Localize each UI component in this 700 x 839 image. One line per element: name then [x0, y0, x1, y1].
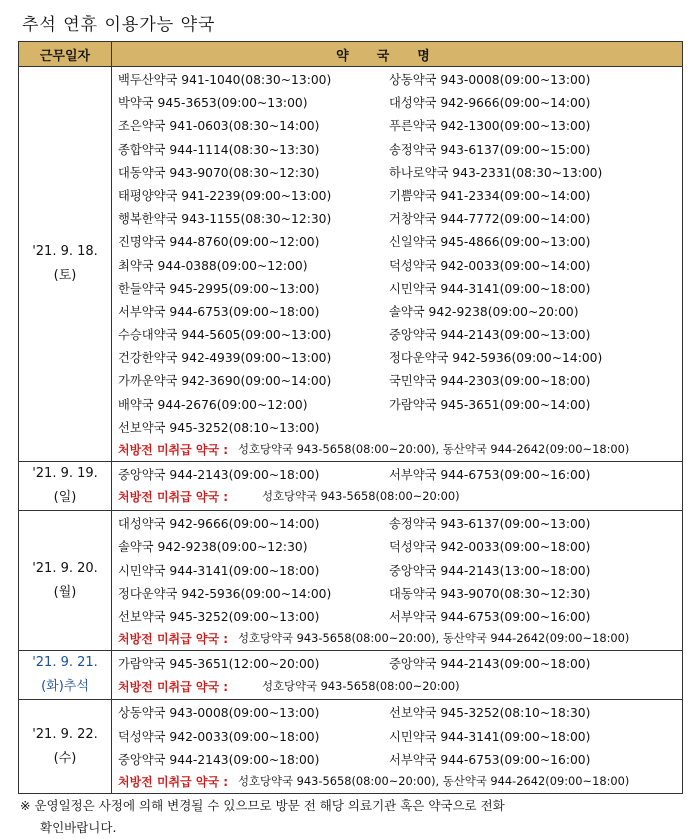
pharmacy-entry: 진명약국 944-8760(09:00~12:00): [118, 235, 320, 250]
pharmacy-list-cell: [112, 651, 683, 700]
pharmacy-row: [112, 137, 682, 160]
pharmacy-list-cell: [112, 511, 683, 651]
pharmacy-entry: 솔약국 942-9238(09:00~20:00): [389, 304, 579, 319]
pharmacy-entry: 덕성약국 942-0033(09:00~18:00): [118, 729, 320, 744]
pharmacy-entry: 중앙약국 944-2143(09:00~18:00): [118, 468, 320, 483]
pharmacy-entry: 신일약국 945-4866(09:00~13:00): [389, 235, 591, 250]
pharmacy-entry: 상동약국 943-0008(09:00~13:00): [118, 706, 320, 721]
table-header-row: [19, 42, 683, 67]
date-line: '21. 9. 20.: [32, 560, 98, 576]
pharmacy-entry: 중앙약국 944-2143(09:00~13:00): [389, 328, 591, 343]
footer-line-2: 확인바랍니다.: [40, 820, 117, 835]
day-of-week: (월): [53, 584, 77, 600]
pharmacy-row: [112, 276, 682, 299]
pharmacy-entry: 가람약국 945-3651(12:00~20:00): [118, 657, 320, 672]
day-of-week: (토): [53, 268, 77, 284]
pharmacy-entry: 대성약국 942-9666(09:00~14:00): [118, 517, 320, 532]
pharmacy-row: [112, 604, 682, 627]
page-title: 추석 연휴 이용가능 약국: [22, 15, 216, 35]
date-line: '21. 9. 21.: [32, 655, 98, 671]
pharmacy-row: [112, 651, 682, 674]
pharmacy-entry: 서부약국 944-6753(09:00~16:00): [389, 752, 591, 767]
pharmacy-entry: 건강한약국 942-4939(09:00~13:00): [118, 351, 332, 366]
day-row: [19, 511, 683, 651]
no-prescription-note: [112, 675, 682, 698]
pharmacy-row: [112, 67, 682, 90]
pharmacy-entry: 선보약국 945-3252(08:10~18:30): [389, 706, 591, 721]
date-line: '21. 9. 19.: [32, 466, 98, 482]
pharmacy-row: [112, 345, 682, 368]
footer-line-1: ※ 운영일정은 사정에 의해 변경될 수 있으므로 방문 전 해당 의료기관 혹은 약국으로 전화: [20, 798, 505, 813]
pharmacy-row: [112, 724, 682, 747]
pharmacy-row: [112, 113, 682, 136]
day-of-week: (화)추석: [41, 679, 89, 695]
day-row: [19, 462, 683, 511]
pharmacy-row: [112, 392, 682, 415]
pharmacy-row: [112, 581, 682, 604]
pharmacy-entry: 덕성약국 942-0033(09:00~14:00): [389, 258, 591, 273]
pharmacy-row: [112, 206, 682, 229]
pharmacy-entry: 시민약국 944-3141(09:00~18:00): [389, 729, 591, 744]
pharmacy-row: [112, 415, 682, 438]
date-cell: [19, 67, 112, 462]
day-row: [19, 651, 683, 700]
pharmacy-entry: 중앙약국 944-2143(09:00~18:00): [389, 657, 591, 672]
no-prescription-label: 처방전 미취급 약국 :: [118, 443, 229, 457]
pharmacy-entry: 정다운약국 942-5936(09:00~14:00): [118, 586, 332, 601]
pharmacy-entry: 중앙약국 944-2143(13:00~18:00): [389, 563, 591, 578]
pharmacy-row: [112, 558, 682, 581]
pharmacy-entry: 백두산약국 941-1040(08:30~13:00): [118, 73, 332, 87]
pharmacy-entry: 박약국 945-3653(09:00~13:00): [118, 96, 308, 111]
pharmacy-schedule-table: [18, 41, 683, 794]
day-of-week: (수): [53, 750, 77, 766]
pharmacy-row: [112, 700, 682, 723]
pharmacy-entry: 하나로약국 943-2331(08:30~13:00): [389, 165, 603, 180]
pharmacy-list-cell: [112, 700, 683, 794]
no-prescription-label: 처방전 미취급 약국 :: [118, 490, 229, 505]
pharmacy-entry: 선보약국 945-3252(08:10~13:00): [118, 420, 320, 435]
pharmacy-row: [112, 747, 682, 770]
day-row: [19, 700, 683, 794]
no-prescription-pharmacies: 성호당약국 943-5658(08:00~20:00), 동산약국 944-2642(09:00~18:00): [238, 631, 630, 646]
pharmacy-entry: 선보약국 945-3252(09:00~13:00): [118, 609, 320, 624]
pharmacy-entry: 기쁨약국 941-2334(09:00~14:00): [389, 188, 591, 203]
no-prescription-note: [112, 485, 682, 508]
pharmacy-entry: 서부약국 944-6753(09:00~18:00): [118, 304, 320, 319]
pharmacy-entry: 가까운약국 942-3690(09:00~14:00): [118, 374, 332, 389]
pharmacy-entry: 가람약국 945-3651(09:00~14:00): [389, 397, 591, 412]
pharmacy-entry: 수승대약국 944-5605(09:00~13:00): [118, 328, 332, 343]
pharmacy-entry: 조은약국 941-0603(08:30~14:00): [118, 119, 320, 134]
no-prescription-label: 처방전 미취급 약국 :: [118, 679, 229, 694]
date-cell: [19, 651, 112, 700]
no-prescription-label: 처방전 미취급 약국 :: [118, 774, 229, 789]
pharmacy-entry: 대동약국 943-9070(08:30~12:30): [118, 165, 320, 180]
pharmacy-entry: 서부약국 944-6753(09:00~16:00): [389, 468, 591, 483]
pharmacy-row: [112, 462, 682, 485]
date-cell: [19, 511, 112, 651]
pharmacy-row: [112, 322, 682, 345]
day-of-week: (일): [53, 490, 77, 506]
pharmacy-entry: 송정약국 943-6137(09:00~13:00): [389, 517, 591, 532]
no-prescription-label: 처방전 미취급 약국 :: [118, 632, 229, 647]
pharmacy-entry: 중앙약국 944-2143(09:00~18:00): [118, 752, 320, 767]
pharmacy-entry: 행복한약국 943-1155(08:30~12:30): [118, 212, 332, 227]
pharmacy-row: [112, 534, 682, 557]
pharmacy-row: [112, 160, 682, 183]
footer-notice: [20, 795, 505, 839]
pharmacy-row: [112, 368, 682, 391]
pharmacy-entry: 배약국 944-2676(09:00~12:00): [118, 397, 308, 412]
pharmacy-entry: 상동약국 943-0008(09:00~13:00): [389, 73, 591, 87]
date-cell: [19, 462, 112, 511]
no-prescription-pharmacies: 성호당약국 943-5658(08:00~20:00): [262, 489, 460, 504]
pharmacy-entry: 태평양약국 941-2239(09:00~13:00): [118, 188, 332, 203]
pharmacy-row: [112, 90, 682, 113]
pharmacy-entry: 대동약국 943-9070(08:30~12:30): [389, 586, 591, 601]
pharmacy-entry: 덕성약국 942-0033(09:00~18:00): [389, 540, 591, 555]
pharmacy-entry: 대성약국 942-9666(09:00~14:00): [389, 96, 591, 111]
no-prescription-pharmacies: 성호당약국 943-5658(08:00~20:00), 동산약국 944-2642(09:00~18:00): [238, 442, 630, 456]
pharmacy-entry: 시민약국 944-3141(09:00~18:00): [118, 563, 320, 578]
no-prescription-note: [112, 770, 682, 793]
pharmacy-entry: 송정약국 943-6137(09:00~15:00): [389, 142, 591, 157]
no-prescription-pharmacies: 성호당약국 943-5658(08:00~20:00), 동산약국 944-2642(09:00~18:00): [238, 773, 630, 788]
no-prescription-note: [112, 627, 682, 650]
pharmacy-row: [112, 253, 682, 276]
pharmacy-row: [112, 183, 682, 206]
pharmacy-entry: 솔약국 942-9238(09:00~12:30): [118, 540, 308, 555]
date-cell: [19, 700, 112, 794]
pharmacy-entry: 정다운약국 942-5936(09:00~14:00): [389, 351, 603, 366]
header-pharmacy: 약국명: [112, 42, 683, 67]
date-line: '21. 9. 22.: [32, 726, 98, 742]
day-row: [19, 67, 683, 462]
pharmacy-list-cell: [112, 67, 683, 462]
no-prescription-pharmacies: 성호당약국 943-5658(08:00~20:00): [262, 678, 460, 693]
pharmacy-row: [112, 511, 682, 534]
header-date: 근무일자: [19, 42, 112, 67]
pharmacy-entry: 국민약국 944-2303(09:00~18:00): [389, 374, 591, 389]
pharmacy-entry: 최약국 944-0388(09:00~12:00): [118, 258, 308, 273]
table-body: [19, 67, 683, 794]
pharmacy-entry: 시민약국 944-3141(09:00~18:00): [389, 281, 591, 296]
pharmacy-list-cell: [112, 462, 683, 511]
pharmacy-row: [112, 299, 682, 322]
pharmacy-entry: 종합약국 944-1114(08:30~13:30): [118, 142, 320, 157]
date-line: '21. 9. 18.: [32, 244, 98, 260]
pharmacy-entry: 한들약국 945-2995(09:00~13:00): [118, 281, 320, 296]
no-prescription-note: [112, 438, 682, 461]
pharmacy-entry: 거창약국 944-7772(09:00~14:00): [389, 212, 591, 227]
pharmacy-entry: 푸른약국 942-1300(09:00~13:00): [389, 119, 591, 134]
pharmacy-row: [112, 229, 682, 252]
pharmacy-entry: 서부약국 944-6753(09:00~16:00): [389, 609, 591, 624]
